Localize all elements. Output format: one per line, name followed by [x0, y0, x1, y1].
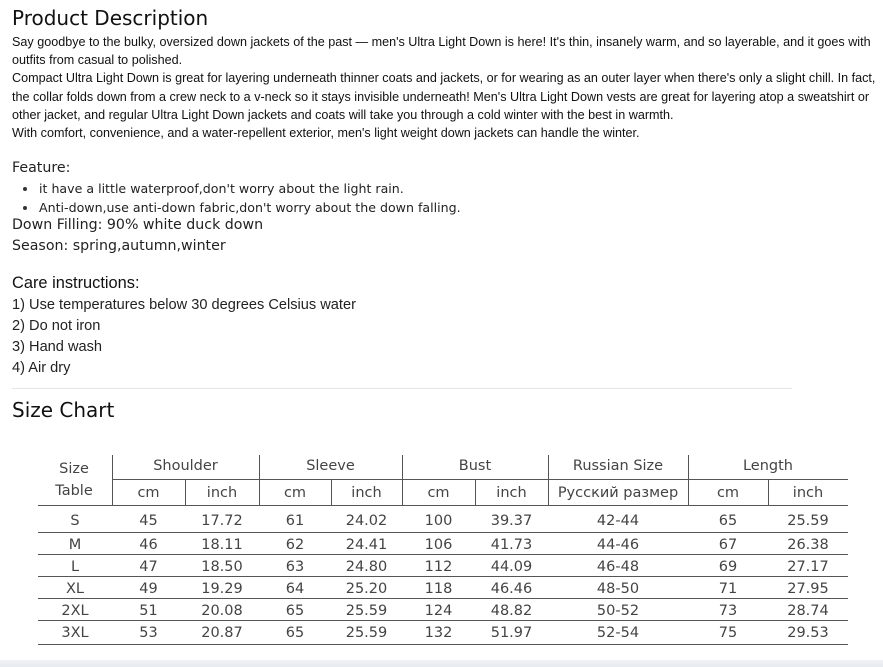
size-value-cell: 24.41 — [345, 537, 388, 553]
size-value-cell: 29.53 — [787, 625, 829, 641]
size-value-cell: 48-50 — [596, 581, 640, 597]
size-value-cell: 106 — [424, 537, 453, 553]
size-value-cell: 64 — [285, 581, 305, 597]
size-value-cell: 24.02 — [345, 513, 388, 529]
table-rule — [38, 620, 848, 621]
care-item: 3) Hand wash — [12, 339, 103, 355]
page-footer-band — [0, 660, 883, 667]
description-paragraph: Say goodbye to the bulky, oversized down jackets of the past — men's Ultra Light Down is here! It's thin, insanely warm, and so layerable, and it goes with outfits from casual to polished. — [12, 35, 871, 68]
size-value-cell: 63 — [285, 559, 305, 575]
column-unit-header: cm — [137, 485, 160, 501]
size-value-cell: 45 — [139, 513, 158, 529]
size-value-cell: 42-44 — [596, 513, 640, 529]
feature-item: Anti-down,use anti-down fabric,don't worry about the down falling. — [20, 198, 461, 217]
size-value-cell: 62 — [285, 537, 305, 553]
size-label-cell: S — [70, 513, 80, 529]
column-group-header: Sleeve — [306, 458, 355, 474]
size-table-corner-label: Table — [55, 483, 93, 499]
product-description-title: Product Description — [12, 6, 209, 30]
size-value-cell: 118 — [424, 581, 453, 597]
size-value-cell: 25.59 — [345, 625, 388, 641]
care-item: 4) Air dry — [12, 360, 71, 376]
size-table-corner-label: Size — [59, 461, 89, 477]
size-value-cell: 48.82 — [490, 603, 533, 619]
column-group-header: Russian Size — [572, 458, 664, 474]
size-value-cell: 18.11 — [201, 537, 243, 553]
feature-list — [20, 179, 461, 217]
size-value-cell: 46-48 — [596, 559, 640, 575]
column-group-header: Length — [742, 458, 793, 474]
size-value-cell: 50-52 — [596, 603, 640, 619]
size-value-cell: 24.80 — [345, 559, 388, 575]
size-value-cell: 112 — [424, 559, 453, 575]
size-value-cell: 28.74 — [787, 603, 829, 619]
column-group-header: Shoulder — [153, 458, 218, 474]
size-value-cell: 44.09 — [490, 559, 533, 575]
size-chart-table — [38, 455, 848, 645]
size-value-cell: 49 — [139, 581, 158, 597]
size-value-cell: 75 — [718, 625, 738, 641]
size-value-cell: 20.08 — [201, 603, 243, 619]
size-value-cell: 65 — [285, 603, 305, 619]
size-label-cell: M — [68, 537, 82, 553]
column-unit-header: inch — [792, 485, 824, 501]
size-value-cell: 65 — [285, 625, 305, 641]
size-value-cell: 25.59 — [787, 513, 829, 529]
care-item: 2) Do not iron — [12, 318, 101, 334]
table-rule — [112, 479, 848, 480]
size-value-cell: 19.29 — [201, 581, 243, 597]
size-value-cell: 52-54 — [596, 625, 640, 641]
column-unit-header: cm — [283, 485, 307, 501]
size-value-cell: 100 — [424, 513, 453, 529]
season-text: Season: spring,autumn,winter — [12, 238, 226, 254]
size-value-cell: 67 — [718, 537, 738, 553]
section-divider — [12, 388, 792, 389]
care-instructions-title: Care instructions: — [12, 274, 140, 292]
size-value-cell: 18.50 — [201, 559, 243, 575]
size-label-cell: 2XL — [61, 603, 89, 619]
size-value-cell: 20.87 — [201, 625, 243, 641]
size-value-cell: 71 — [718, 581, 738, 597]
column-unit-header: inch — [206, 485, 238, 501]
size-value-cell: 46.46 — [490, 581, 533, 597]
size-value-cell: 17.72 — [201, 513, 243, 529]
size-value-cell: 27.17 — [787, 559, 829, 575]
column-group-header: Bust — [458, 458, 492, 474]
size-value-cell: 69 — [718, 559, 738, 575]
size-label-cell: XL — [65, 581, 84, 597]
column-unit-header: cm — [427, 485, 450, 501]
size-value-cell: 41.73 — [490, 537, 533, 553]
size-value-cell: 61 — [285, 513, 305, 529]
feature-label: Feature: — [12, 160, 71, 176]
down-filling-text: Down Filling: 90% white duck down — [12, 217, 264, 233]
size-value-cell: 27.95 — [787, 581, 829, 597]
size-value-cell: 25.59 — [345, 603, 388, 619]
column-unit-header: inch — [496, 485, 527, 501]
table-rule — [38, 554, 848, 555]
size-value-cell: 47 — [139, 559, 158, 575]
size-label-cell: 3XL — [61, 625, 89, 641]
table-rule — [38, 598, 848, 599]
feature-item: it have a little waterproof,don't worry about the light rain. — [20, 179, 461, 198]
size-label-cell: L — [70, 559, 80, 575]
size-chart-title: Size Chart — [12, 398, 115, 422]
size-value-cell: 65 — [718, 513, 738, 529]
product-description-text — [12, 33, 880, 142]
size-value-cell: 44-46 — [596, 537, 640, 553]
column-unit-header: Русский размер — [557, 485, 679, 501]
table-rule — [38, 644, 848, 645]
size-value-cell: 51 — [139, 603, 158, 619]
table-rule — [38, 576, 848, 577]
table-rule — [38, 505, 848, 506]
table-rule — [38, 532, 848, 533]
size-value-cell: 73 — [718, 603, 738, 619]
description-paragraph: Compact Ultra Light Down is great for layering underneath thinner coats and jackets, or for wearing as an outer layer when there's only a slight chill. In fact, the collar folds down from a crew neck to a v-neck so it stays invisible underneath! Men's Ultra Light Down vests are great for layering atop a sweatshirt or other jacket, and regular Ultra Light Down jackets and coats will take you through a cold winter with the best in warmth. — [12, 71, 876, 122]
size-value-cell: 46 — [139, 537, 158, 553]
care-item: 1) Use temperatures below 30 degrees Celsius water — [12, 297, 356, 313]
size-value-cell: 51.97 — [490, 625, 533, 641]
size-value-cell: 25.20 — [345, 581, 388, 597]
description-paragraph: With comfort, convenience, and a water-repellent exterior, men's light weight down jackets can handle the winter. — [12, 126, 640, 141]
column-unit-header: inch — [351, 485, 382, 501]
size-value-cell: 132 — [424, 625, 453, 641]
size-value-cell: 53 — [139, 625, 158, 641]
size-value-cell: 26.38 — [787, 537, 829, 553]
column-unit-header: cm — [716, 485, 740, 501]
size-value-cell: 39.37 — [490, 513, 533, 529]
size-value-cell: 124 — [424, 603, 453, 619]
